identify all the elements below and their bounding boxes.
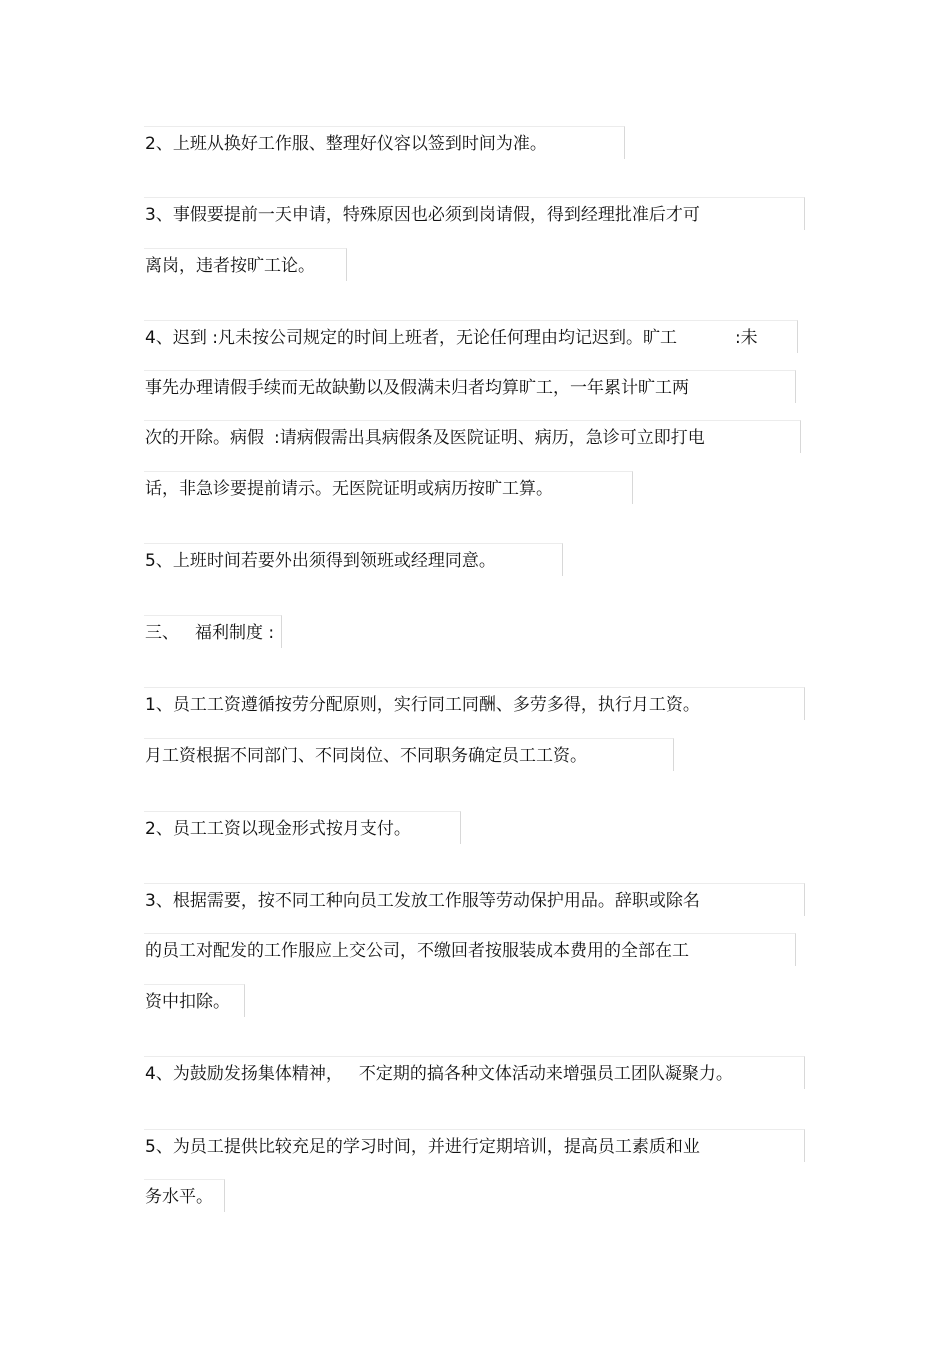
welfare-activities-4 [144, 1056, 805, 1089]
rule-personal-leave-3 [144, 197, 805, 230]
line-text: :未 [734, 328, 758, 348]
welfare-uniform-3 [144, 883, 805, 916]
welfare-training-5-cont [144, 1179, 225, 1212]
line-text: 2、上班从换好工作服、整理好仪容以签到时间为准。 [145, 134, 547, 154]
welfare-wage-1-cont [144, 738, 674, 771]
line-text: 离岗，违者按旷工论。 [145, 256, 315, 276]
line-text: 务水平。 [145, 1187, 213, 1207]
line-text: 5、上班时间若要外出须得到领班或经理同意。 [145, 551, 496, 571]
line-text: 2、员工工资以现金形式按月支付。 [145, 819, 411, 839]
rule-personal-leave-3-cont [144, 248, 347, 281]
rule-late-absent-4-cont-1 [144, 370, 796, 403]
line-text: 资中扣除。 [145, 992, 230, 1012]
welfare-uniform-3-cont-1 [144, 933, 796, 966]
welfare-uniform-3-cont-2 [144, 984, 245, 1017]
line-text: 5、为员工提供比较充足的学习时间，并进行定期培训，提高员工素质和业 [145, 1137, 700, 1157]
line-text: 的员工对配发的工作服应上交公司，不缴回者按服装成本费用的全部在工 [145, 941, 689, 961]
line-text: 1、员工工资遵循按劳分配原则，实行同工同酬、多劳多得，执行月工资。 [145, 695, 700, 715]
line-text: 4、迟到 :凡未按公司规定的时间上班者，无论任何理由均记迟到。旷工 [145, 328, 677, 348]
section-heading-welfare [144, 615, 282, 648]
rule-late-absent-4-cont-2 [144, 420, 801, 453]
line-text: 4、为鼓励发扬集体精神， [145, 1064, 343, 1084]
rule-late-absent-4-cont-3 [144, 471, 633, 504]
line-text: 话，非急诊要提前请示。无医院证明或病历按旷工算。 [145, 479, 553, 499]
line-text: :请病假需出具病假条及医院证明、病历，急诊可立即打电 [274, 428, 705, 448]
line-text: 3、根据需要，按不同工种向员工发放工作服等劳动保护用品。辞职或除名 [145, 891, 700, 911]
line-text: 事先办理请假手续而无故缺勤以及假满未归者均算旷工，一年累计旷工两 [145, 378, 689, 398]
line-text: 月工资根据不同部门、不同岗位、不同职务确定员工工资。 [145, 746, 587, 766]
section-title: 福利制度 : [195, 623, 275, 643]
welfare-payment-2 [144, 811, 461, 844]
section-number: 三、 [145, 623, 179, 643]
rule-attendance-2 [144, 126, 625, 159]
rule-late-absent-4 [144, 320, 798, 353]
line-text: 3、事假要提前一天申请，特殊原因也必须到岗请假，得到经理批准后才可 [145, 205, 700, 225]
welfare-wage-1 [144, 687, 805, 720]
line-text: 不定期的搞各种文体活动来增强员工团队凝聚力。 [358, 1064, 733, 1084]
rule-going-out-5 [144, 543, 563, 576]
line-text: 次的开除。病假 [145, 428, 264, 448]
welfare-training-5 [144, 1129, 805, 1162]
